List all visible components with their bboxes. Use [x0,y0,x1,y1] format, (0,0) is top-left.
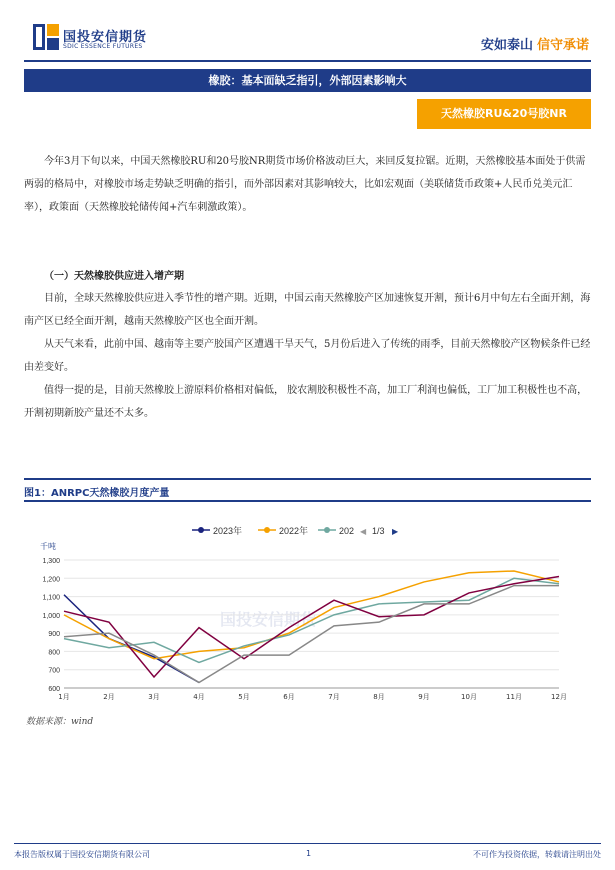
legend-prev-icon[interactable]: ◀ [360,527,367,536]
x-tick-label: 4月 [193,693,205,701]
slogan [481,34,589,53]
chart-legend[interactable] [192,525,399,536]
footer-divider [14,843,601,844]
x-tick-label: 2月 [103,693,115,701]
data-source: 数据来源：wind [26,717,94,727]
x-tick-label: 1月 [58,693,70,701]
company-name: 国投安信期货 [63,30,148,45]
body-paragraph-1: 目前，全球天然橡胶供应进入季节性的增产期。近期，中国云南天然橡胶产区加速恢复开割，预计6月中旬左右全面开割，海南产区已经全面开割，越南天然橡胶产区也全面开割。 [24,293,591,327]
legend-label-2023: 2023年 [213,526,243,536]
y-tick-label: 700 [48,667,60,675]
footer-disclaimer: 不可作为投资依据，转载请注明出处 [473,850,601,859]
x-tick-label: 9月 [418,693,430,701]
chart-watermark: 国投安信期货 [220,610,317,629]
slogan-part-2: 信守承诺 [536,38,589,53]
page-header [0,0,615,62]
x-tick-label: 3月 [148,693,160,701]
y-tick-label: 900 [48,631,60,639]
report-title: 橡胶：基本面缺乏指引，外部因素影响大 [24,69,591,92]
legend-label-2022: 2022年 [279,526,309,536]
x-tick-label: 11月 [506,693,522,701]
y-tick-label: 600 [48,686,60,693]
y-axis-unit: 千吨 [40,542,56,551]
company-logo-icon [33,24,59,50]
legend-marker-3 [324,527,330,533]
x-axis [58,688,567,701]
series-line-5 [64,586,559,683]
header-divider [24,60,591,62]
x-tick-label: 8月 [373,693,385,701]
figure-title-rule [24,500,591,502]
y-tick-label: 1,100 [42,594,60,602]
body-paragraph-3: 值得一提的是，目前天然橡胶上游原料价格相对偏低， 胶农割胶积极性不高，加工厂利润也偏低，工厂加工积极性也不高，开割初期新胶产量还不太多。 [24,385,588,419]
x-tick-label: 10月 [461,693,477,701]
slogan-part-1: 安如泰山 [480,38,533,53]
figure-top-rule [24,478,591,480]
x-tick-label: 12月 [551,693,567,701]
y-tick-label: 800 [48,649,60,657]
x-tick-label: 6月 [283,693,295,701]
legend-page-indicator: 1/3 [372,526,385,536]
section-heading: （一）天然橡胶供应进入增产期 [44,271,184,282]
product-tag: 天然橡胶RU&20号胶NR [417,99,591,129]
x-tick-label: 7月 [328,693,340,701]
company-name-en: SDIC ESSENCE FUTURES [63,43,143,50]
legend-next-icon[interactable]: ▶ [392,527,399,536]
legend-marker-2023 [198,527,204,533]
figure-title: 图1：ANRPC天然橡胶月度产量 [24,488,170,499]
footer-copyright: 本报告版权属于国投安信期货有限公司 [14,850,150,859]
x-tick-label: 5月 [238,693,250,701]
y-tick-label: 1,200 [42,576,60,584]
footer-page-number: 1 [306,849,312,858]
body-paragraph-2: 从天气来看，此前中国、越南等主要产胶国产区遭遇干旱天气，5月份后进入了传统的雨季，目前天然橡胶产区物候条件已经由差变好。 [24,339,591,373]
legend-marker-2022 [264,527,270,533]
production-line-chart [24,510,591,710]
legend-label-3: 202 [339,526,355,536]
y-tick-label: 1,000 [42,612,60,620]
intro-paragraph: 今年3月下旬以来，中国天然橡胶RU和20号胶NR期货市场价格波动巨大，来回反复拉锯。近期，天然橡胶基本面处于供需两弱的格局中，对橡胶市场走势缺乏明确的指引，而外部因素对其影响较大，比如宏观面（美联储货币政策+人民币兑美元汇率），政策面（天然橡胶轮储传闻+汽车刺激政策）。 [24,156,586,213]
y-tick-label: 1,300 [42,558,60,565]
